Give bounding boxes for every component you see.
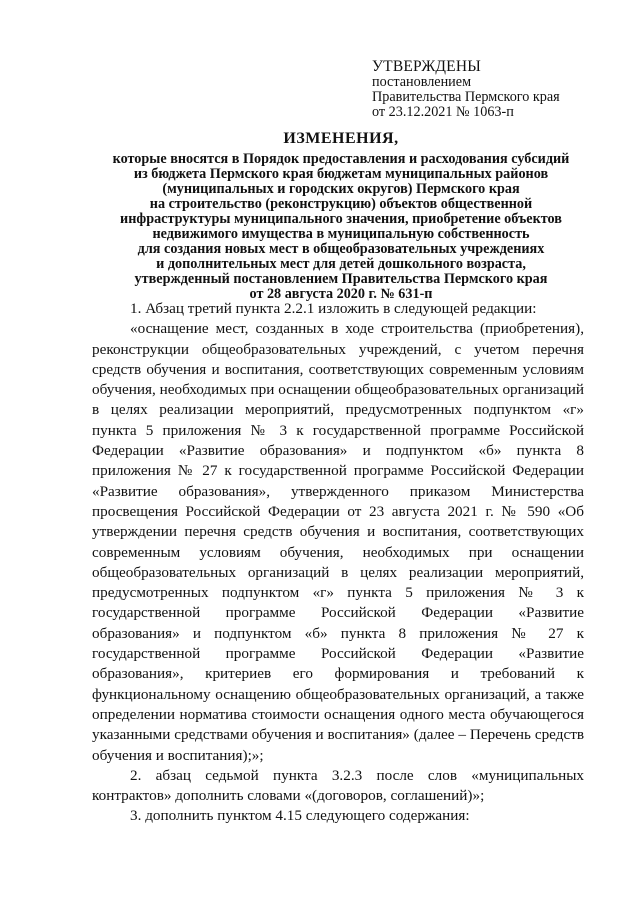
title-line: на строительство (реконструкцию) объектов общественной (149, 196, 533, 212)
paragraph-2: «оснащение мест, созданных в ходе строительства (приобретения), реконструкции общеобразовательных учреждений, с учетом перечня средств обучения и воспитания, соответствующих современным условиям обучения, необходимых при оснащении общеобразовательных организаций в целях реализации мероприятий, предусмотренных подпунктом «г» пункта 5 приложения № 3 к государственной программе Российской Федерации «Развитие образования» и подпунктом «б» пункта 8 приложения № 27 к государственной программе Российской Федерации «Развитие образования», утвержденного приказом Министерства просвещения Российской Федерации от 23 августа 2021 г. № 590 «Об утверждении перечня средств обучения и воспитания, соответствующих современным условиям обучения, необходимых при оснащении общеобразовательных организаций в целях реализации мероприятий, предусмотренных подпунктом «г» пункта 5 приложения № 3 к государственной программе Российской Федерации «Развитие образования» и подпунктом «б» пункта 8 приложения № 27 к государственной программе Российской Федерации «Развитие образования», критериев его формирования и требований к функциональному оснащению общеобразовательных организаций, а также определении норматива стоимости оснащения одного места обучающегося указанными средствами обучения и воспитания» (далее – Перечень средств обучения и воспитания);»; (92, 320, 584, 764)
title-line: (муниципальных и городских округов) Пермского края (162, 181, 520, 197)
paragraph-1: 1. Абзац третий пункта 2.2.1 изложить в следующей редакции: (130, 300, 537, 317)
document-title (60, 130, 622, 302)
title-main: ИЗМЕНЕНИЯ, (283, 130, 399, 147)
title-line: которые вносятся в Порядок предоставления и расходования субсидий (112, 151, 570, 167)
title-line: из бюджета Пермского края бюджетам муниципальных районов (133, 166, 549, 182)
approval-heading: УТВЕРЖДЕНЫ (372, 58, 481, 75)
paragraph-4: 3. дополнить пунктом 4.15 следующего содержания: (130, 807, 470, 825)
approval-line: Правительства Пермского края (372, 89, 560, 105)
approval-block (372, 58, 560, 120)
title-line: для создания новых мест в общеобразовательных учреждениях (137, 241, 545, 257)
approval-line: от 23.12.2021 № 1063-п (372, 104, 514, 120)
title-line: и дополнительных мест для детей дошкольного возраста, (156, 256, 526, 272)
title-line: инфраструктуры муниципального значения, приобретение объектов (120, 211, 562, 227)
approval-line: постановлением (372, 74, 472, 90)
title-line: от 28 августа 2020 г. № 631-п (249, 286, 433, 302)
paragraph-3: 2. абзац седьмой пункта 3.2.3 после слов «муниципальных контрактов» дополнить словами «(договоров, соглашений)»; (92, 766, 584, 805)
title-line: недвижимого имущества в муниципальную собственность (152, 226, 530, 242)
title-line: утвержденный постановлением Правительства Пермского края (134, 271, 548, 287)
document-body (92, 299, 584, 827)
